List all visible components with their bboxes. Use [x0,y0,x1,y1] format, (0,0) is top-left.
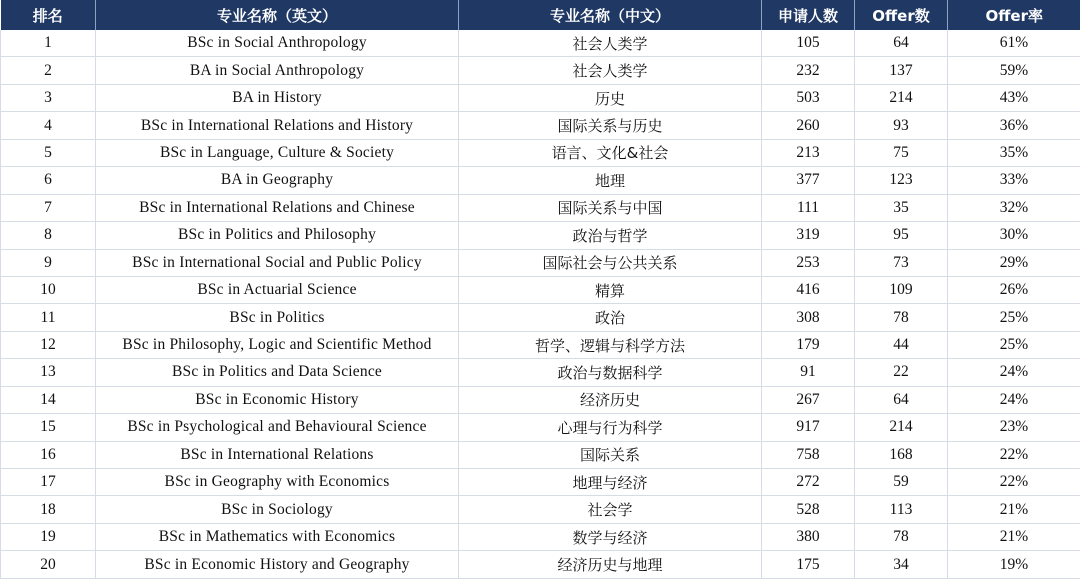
cell-offer-rate: 19% [948,551,1080,578]
cell-offer-rate: 22% [948,441,1080,468]
cell-program-cn: 经济历史 [459,386,762,413]
cell-rank: 11 [1,304,96,331]
cell-offers: 73 [855,249,948,276]
cell-rank: 13 [1,359,96,386]
cell-offers: 95 [855,222,948,249]
table-row [1,359,1080,386]
table-row [1,249,1080,276]
table-row [1,139,1080,166]
cell-applicants: 377 [762,167,855,194]
table-row [1,112,1080,139]
cell-program-en: BSc in International Relations and Chinese [96,194,459,221]
cell-offer-rate: 59% [948,57,1080,84]
cell-program-cn: 数学与经济 [459,523,762,550]
cell-program-en: BSc in Actuarial Science [96,276,459,303]
cell-offers: 78 [855,523,948,550]
cell-offers: 64 [855,30,948,57]
cell-offers: 35 [855,194,948,221]
header-offers: Offer数 [855,0,948,30]
cell-program-cn: 国际关系与历史 [459,112,762,139]
header-offer-rate: Offer率 [948,0,1080,30]
cell-offer-rate: 30% [948,222,1080,249]
table-header [1,0,1080,30]
cell-program-cn: 社会人类学 [459,57,762,84]
cell-rank: 20 [1,551,96,578]
cell-offer-rate: 32% [948,194,1080,221]
cell-applicants: 175 [762,551,855,578]
cell-applicants: 91 [762,359,855,386]
table-row [1,304,1080,331]
cell-program-en: BSc in Sociology [96,496,459,523]
cell-offers: 93 [855,112,948,139]
cell-offers: 78 [855,304,948,331]
cell-offers: 59 [855,469,948,496]
cell-offers: 214 [855,84,948,111]
cell-program-cn: 哲学、逻辑与科学方法 [459,331,762,358]
cell-program-cn: 心理与行为科学 [459,414,762,441]
cell-rank: 6 [1,167,96,194]
table-row [1,222,1080,249]
cell-rank: 16 [1,441,96,468]
header-program-cn: 专业名称（中文） [459,0,762,30]
table-row [1,496,1080,523]
cell-offer-rate: 29% [948,249,1080,276]
cell-rank: 2 [1,57,96,84]
cell-offers: 109 [855,276,948,303]
cell-program-cn: 社会学 [459,496,762,523]
cell-offer-rate: 61% [948,30,1080,57]
cell-program-en: BSc in Philosophy, Logic and Scientific Method [96,331,459,358]
table-row [1,57,1080,84]
cell-offer-rate: 21% [948,496,1080,523]
cell-program-en: BA in Social Anthropology [96,57,459,84]
table-body [1,30,1080,578]
cell-offer-rate: 22% [948,469,1080,496]
cell-applicants: 179 [762,331,855,358]
cell-offer-rate: 36% [948,112,1080,139]
cell-offer-rate: 25% [948,331,1080,358]
cell-offers: 64 [855,386,948,413]
cell-applicants: 758 [762,441,855,468]
cell-offers: 44 [855,331,948,358]
cell-program-cn: 经济历史与地理 [459,551,762,578]
cell-program-cn: 政治 [459,304,762,331]
cell-program-en: BA in Geography [96,167,459,194]
cell-program-cn: 地理 [459,167,762,194]
table-row [1,523,1080,550]
cell-applicants: 319 [762,222,855,249]
cell-program-en: BSc in Politics and Philosophy [96,222,459,249]
cell-program-en: BSc in Social Anthropology [96,30,459,57]
cell-applicants: 105 [762,30,855,57]
header-rank: 排名 [1,0,96,30]
cell-applicants: 272 [762,469,855,496]
cell-applicants: 503 [762,84,855,111]
cell-applicants: 111 [762,194,855,221]
cell-program-cn: 政治与哲学 [459,222,762,249]
cell-rank: 4 [1,112,96,139]
cell-applicants: 267 [762,386,855,413]
cell-rank: 18 [1,496,96,523]
cell-offers: 75 [855,139,948,166]
cell-rank: 9 [1,249,96,276]
cell-offer-rate: 35% [948,139,1080,166]
cell-program-cn: 精算 [459,276,762,303]
table-row [1,551,1080,578]
table-row [1,469,1080,496]
header-applicants: 申请人数 [762,0,855,30]
cell-rank: 1 [1,30,96,57]
cell-program-en: BSc in Psychological and Behavioural Science [96,414,459,441]
cell-offer-rate: 24% [948,386,1080,413]
cell-program-cn: 历史 [459,84,762,111]
cell-offers: 168 [855,441,948,468]
cell-applicants: 416 [762,276,855,303]
cell-offers: 214 [855,414,948,441]
cell-program-en: BSc in Economic History [96,386,459,413]
table-row [1,386,1080,413]
cell-program-en: BSc in International Social and Public Policy [96,249,459,276]
cell-offer-rate: 33% [948,167,1080,194]
cell-applicants: 232 [762,57,855,84]
cell-program-en: BSc in Politics [96,304,459,331]
cell-program-en: BSc in Language, Culture & Society [96,139,459,166]
cell-applicants: 308 [762,304,855,331]
header-row [1,0,1080,30]
cell-program-cn: 社会人类学 [459,30,762,57]
cell-offer-rate: 23% [948,414,1080,441]
table-row [1,414,1080,441]
cell-applicants: 917 [762,414,855,441]
cell-program-en: BSc in International Relations [96,441,459,468]
cell-program-en: BSc in Geography with Economics [96,469,459,496]
cell-program-cn: 地理与经济 [459,469,762,496]
table-row [1,84,1080,111]
cell-program-cn: 语言、文化&社会 [459,139,762,166]
cell-offer-rate: 26% [948,276,1080,303]
cell-program-en: BSc in Politics and Data Science [96,359,459,386]
cell-offers: 22 [855,359,948,386]
header-program-en: 专业名称（英文） [96,0,459,30]
table-row [1,30,1080,57]
cell-rank: 3 [1,84,96,111]
cell-program-cn: 政治与数据科学 [459,359,762,386]
cell-rank: 8 [1,222,96,249]
cell-program-cn: 国际关系与中国 [459,194,762,221]
table-row [1,276,1080,303]
cell-rank: 15 [1,414,96,441]
cell-program-en: BSc in International Relations and History [96,112,459,139]
table-row [1,331,1080,358]
cell-offer-rate: 21% [948,523,1080,550]
cell-rank: 17 [1,469,96,496]
table-row [1,167,1080,194]
cell-offer-rate: 43% [948,84,1080,111]
cell-program-en: BSc in Mathematics with Economics [96,523,459,550]
table-row [1,194,1080,221]
cell-applicants: 380 [762,523,855,550]
cell-rank: 19 [1,523,96,550]
cell-program-cn: 国际社会与公共关系 [459,249,762,276]
cell-offers: 113 [855,496,948,523]
cell-applicants: 253 [762,249,855,276]
cell-applicants: 528 [762,496,855,523]
cell-program-en: BSc in Economic History and Geography [96,551,459,578]
cell-offer-rate: 25% [948,304,1080,331]
table-row [1,441,1080,468]
cell-applicants: 260 [762,112,855,139]
cell-offers: 123 [855,167,948,194]
cell-offers: 137 [855,57,948,84]
cell-offers: 34 [855,551,948,578]
cell-rank: 14 [1,386,96,413]
cell-rank: 5 [1,139,96,166]
cell-rank: 12 [1,331,96,358]
cell-program-cn: 国际关系 [459,441,762,468]
cell-rank: 10 [1,276,96,303]
cell-offer-rate: 24% [948,359,1080,386]
cell-rank: 7 [1,194,96,221]
cell-program-en: BA in History [96,84,459,111]
cell-applicants: 213 [762,139,855,166]
